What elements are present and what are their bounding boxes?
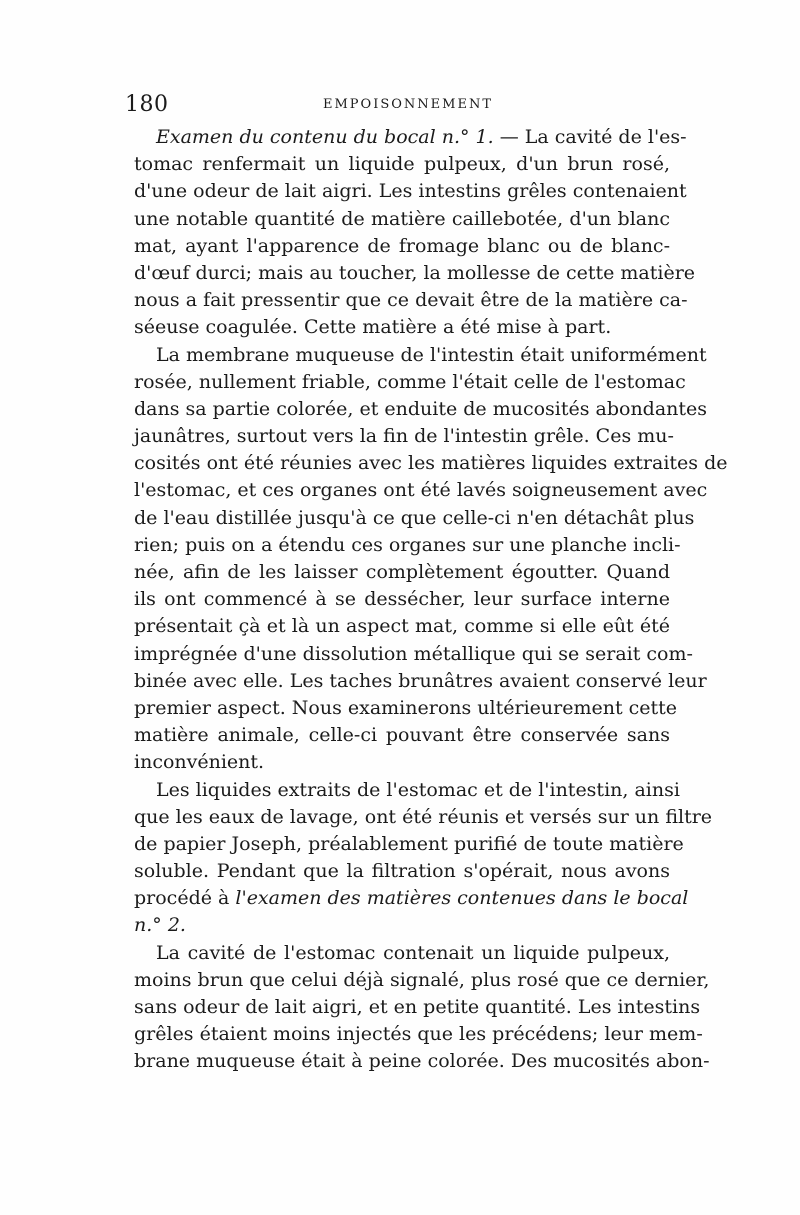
- text-line: [134, 695, 678, 722]
- running-head: [125, 92, 665, 118]
- text-segment: — La cavité de l'es-: [493, 126, 687, 148]
- text-line: [134, 967, 710, 994]
- text-segment: l'estomac, et ces organes ont été lavés soigneusement avec: [134, 479, 708, 502]
- text-line: [134, 804, 713, 831]
- text-line: [134, 206, 670, 233]
- text-line: [134, 885, 689, 912]
- text-segment: soluble. Pendant que la filtration s'opérait, nous avons: [134, 860, 670, 883]
- text-segment: moins brun que celui déjà signalé, plus rosé que ce dernier,: [134, 968, 710, 991]
- running-title: EMPOISONNEMENT: [323, 97, 493, 112]
- italic-text: Examen du contenu du bocal n.° 1.: [156, 126, 494, 148]
- text-segment: Les liquides extraits de l'estomac et de l'intestin, ainsi: [156, 778, 680, 801]
- text-segment: jaunâtres, surtout vers la fin de l'intestin grêle. Ces mu-: [134, 425, 674, 448]
- text-line: [134, 233, 670, 260]
- paragraph: [134, 940, 710, 1076]
- text-line: [134, 912, 670, 939]
- text-segment: de l'eau distillée jusqu'à ce que celle-ci n'en détachât plus: [134, 506, 695, 529]
- text-line: [134, 423, 674, 450]
- text-line: [134, 342, 707, 369]
- text-line: [134, 1048, 710, 1075]
- text-segment: brane muqueuse était à peine colorée. Des mucosités abon-: [134, 1050, 710, 1073]
- text-line: [134, 641, 693, 668]
- text-line: [134, 151, 670, 178]
- text-line: [134, 450, 728, 477]
- text-segment: née, afin de les laisser complètement égoutter. Quand: [134, 561, 670, 583]
- text-segment: présentait çà et là un aspect mat, comme si elle eût été: [134, 615, 670, 638]
- text-segment: une notable quantité de matière caillebotée, d'un blanc: [134, 207, 670, 230]
- text-segment: La cavité de l'estomac contenait un liquide pulpeux,: [156, 941, 670, 964]
- text-line: [134, 749, 670, 776]
- paragraph: [134, 124, 696, 342]
- text-segment: d'une odeur de lait aigri. Les intestins grêles contenaient: [134, 180, 687, 203]
- text-line: [134, 586, 670, 613]
- text-line: [134, 260, 696, 287]
- text-line: [134, 831, 684, 858]
- text-line: [134, 858, 670, 885]
- text-line: [134, 505, 695, 532]
- text-segment: rien; puis on a étendu ces organes sur une planche incli-: [134, 533, 681, 556]
- text-line: [134, 722, 670, 749]
- text-line: [134, 396, 708, 423]
- text-segment: ils ont commencé à se dessécher, leur surface interne: [134, 588, 670, 611]
- text-line: [134, 532, 681, 559]
- text-segment: premier aspect. Nous examinerons ultérieurement cette: [134, 696, 678, 719]
- text-segment: d'œuf durci; mais au toucher, la mollesse de cette matière: [134, 261, 696, 284]
- text-line: [134, 940, 670, 967]
- text-segment: que les eaux de lavage, ont été réunis et versés sur un filtre: [134, 805, 713, 828]
- paragraph: [134, 777, 713, 940]
- text-line: [134, 178, 687, 205]
- text-line: [134, 314, 670, 341]
- text-segment: binée avec elle. Les taches brunâtres avaient conservé leur: [134, 669, 707, 692]
- text-segment: inconvénient.: [134, 751, 265, 774]
- text-line: [134, 124, 687, 151]
- text-segment: de papier Joseph, préalablement purifié de toute matière: [134, 832, 684, 855]
- page-number: 180: [125, 92, 169, 117]
- text-segment: rosée, nullement friable, comme l'était celle de l'estomac: [134, 370, 686, 393]
- text-line: [134, 559, 670, 586]
- text-segment: matière animale, celle-ci pouvant être conservée sans: [134, 724, 670, 747]
- text-segment: sans odeur de lait aigri, et en petite quantité. Les intestins: [134, 996, 701, 1018]
- text-segment: mat, ayant l'apparence de fromage blanc ou de blanc-: [134, 234, 670, 257]
- text-line: [134, 1021, 703, 1048]
- text-segment: cosités ont été réunies avec les matières liquides extraites de: [134, 452, 728, 475]
- text-segment: procédé à: [134, 887, 236, 910]
- body-text: [134, 124, 728, 1076]
- paragraph: [134, 342, 728, 777]
- italic-text: l'examen des matières contenues dans le bocal: [235, 887, 689, 910]
- text-line: [134, 287, 688, 314]
- text-line: [134, 777, 680, 804]
- text-segment: nous a fait pressentir que ce devait être de la matière ca-: [134, 289, 688, 312]
- text-segment: grêles étaient moins injectés que les précédens; leur mem-: [134, 1023, 703, 1046]
- text-line: [134, 369, 686, 396]
- text-segment: tomac renfermait un liquide pulpeux, d'un brun rosé,: [134, 153, 670, 176]
- text-segment: dans sa partie colorée, et enduite de mucosités abondantes: [134, 397, 708, 420]
- text-line: [134, 477, 708, 504]
- text-line: [134, 613, 670, 640]
- italic-text: n.° 2.: [134, 914, 186, 937]
- text-segment: séeuse coagulée. Cette matière a été mise à part.: [134, 316, 612, 339]
- text-line: [134, 668, 707, 695]
- text-line: [134, 994, 701, 1021]
- text-segment: La membrane muqueuse de l'intestin était uniformément: [156, 343, 707, 366]
- text-segment: imprégnée d'une dissolution métallique qui se serait com-: [134, 642, 693, 665]
